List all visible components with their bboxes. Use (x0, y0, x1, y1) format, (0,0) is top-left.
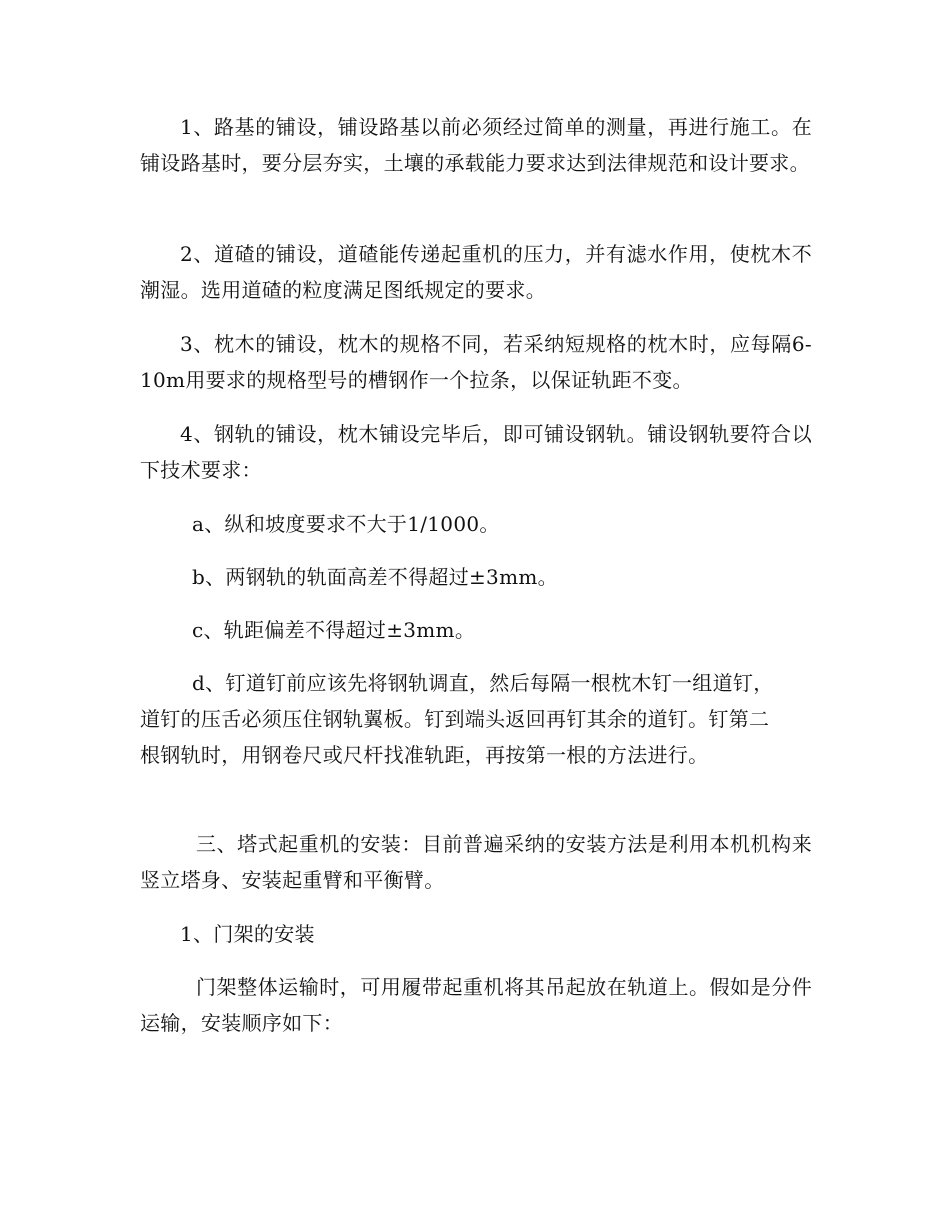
list-item-d: d、钉道钉前应该先将钢轨调直，然后每隔一根枕木钉一组道钉，道钉的压舌必须压住钢轨翼板。钉到端头返回再钉其余的道钉。钉第二根钢轨时，用钢卷尺或尺杆找准轨距，再按第一根的方法进行。 (140, 671, 774, 767)
paragraph-rails: 4、钢轨的铺设，枕木铺设完毕后，即可铺设钢轨。铺设钢轨要符合以下技术要求： (140, 422, 812, 482)
list-item-b: b、两钢轨的轨面高差不得超过±3mm。 (192, 565, 558, 589)
paragraph-gantry: 门架整体运输时，可用履带起重机将其吊起放在轨道上。假如是分件运输，安装顺序如下： (140, 975, 812, 1035)
paragraph-ballast: 2、道碴的铺设，道碴能传递起重机的压力，并有滤水作用，使枕木不潮湿。选用道碴的粒度满足图纸规定的要求。 (140, 242, 812, 302)
paragraph-sleepers: 3、枕木的铺设，枕木的规格不同，若采纳短规格的枕木时，应每隔6-10m用要求的规格型号的槽钢作一个拉条，以保证轨距不变。 (140, 332, 812, 392)
paragraph-roadbed: 1、路基的铺设，铺设路基以前必须经过简单的测量，再进行施工。在铺设路基时，要分层夯实，土壤的承载能力要求达到法律规范和设计要求。 (140, 115, 812, 175)
list-item-a: a、纵和坡度要求不大于1/1000。 (192, 512, 500, 536)
paragraph-gantry-heading: 1、门架的安装 (180, 922, 315, 946)
list-item-c: c、轨距偏差不得超过±3mm。 (192, 618, 476, 642)
section-heading-tower-crane: 三、塔式起重机的安装：目前普遍采纳的安装方法是利用本机机构来竖立塔身、安装起重臂和平衡臂。 (140, 832, 812, 892)
